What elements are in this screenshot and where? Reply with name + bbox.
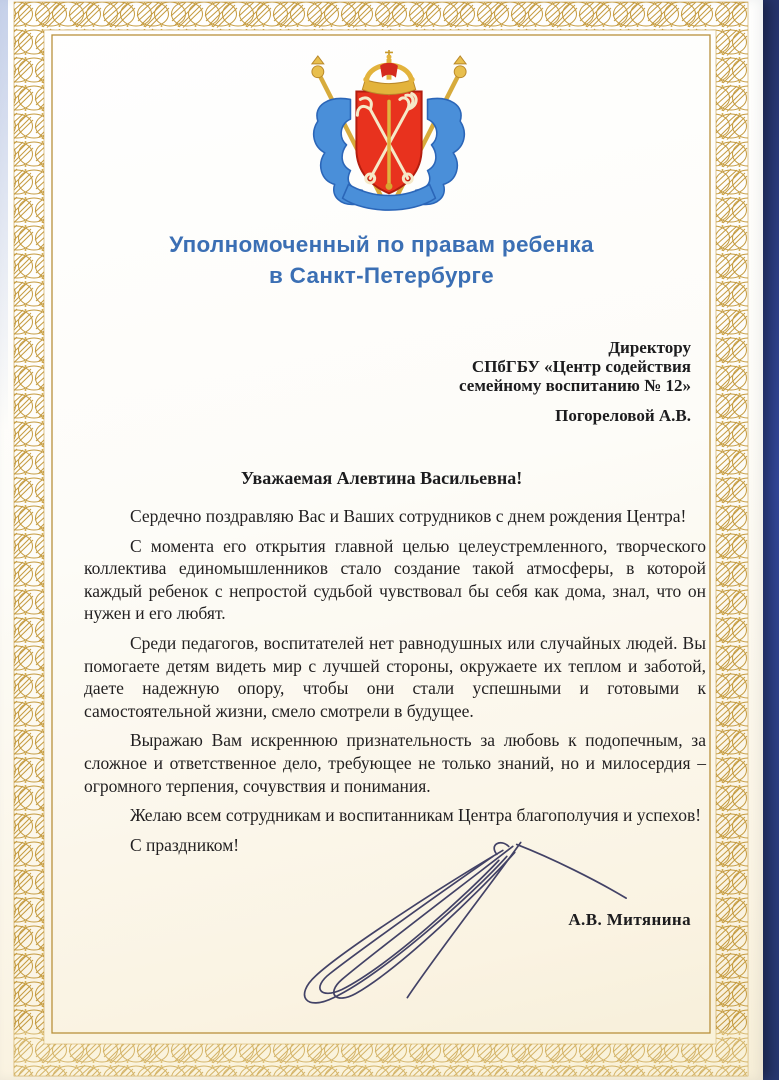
letterhead-line2: в Санкт-Петербурге: [269, 263, 494, 288]
letterhead-line1: Уполномоченный по правам ребенка: [169, 232, 594, 257]
letter-paragraph: С праздником!: [130, 834, 240, 855]
letter-paragraph: Выражаю Вам искреннюю признательность за любовь к подопечным, за сложное и ответственное дело, требующее не только знаний, но и милосердия – огромного терпения, сочувствия и понимания.: [84, 730, 706, 796]
recipient-line: семейному воспитанию № 12»: [459, 376, 691, 395]
signature-name: А.В. Митянина: [568, 910, 691, 929]
letterhead-title: [0, 229, 763, 291]
letter-paragraph: С момента его открытия главной целью целеустремленного, творческого коллектива единомышленников стало создание такой атмосферы, в которой каждый ребенок с непростой судьбой чувствовал бы себя как дома, знал, что он нужен и его любят.: [84, 535, 706, 624]
recipient-block: [459, 338, 691, 425]
letter-paragraph: Среди педагогов, воспитателей нет равнодушных или случайных людей. Вы помогаете детям видеть мир с лучшей стороны, окружаете их теплом и заботой, даете надежную опору, чтобы они стали успешными и готовыми к самостоятельной жизни, смело смотрели в будущее.: [84, 632, 706, 721]
recipient-line: Директору: [608, 338, 691, 357]
letter-paragraph: Желаю всем сотрудникам и воспитанникам Центра благополучия и успехов!: [130, 805, 702, 826]
letter-body: [84, 505, 706, 863]
letter-paragraph: Сердечно поздравляю Вас и Ваших сотрудников с днем рождения Центра!: [130, 506, 687, 526]
salutation: Уважаемая Алевтина Васильевна!: [240, 468, 523, 488]
spb-coat-of-arms: [283, 50, 495, 218]
recipient-line: СПбГБУ «Центр содействия: [471, 357, 691, 376]
recipient-name: Погореловой А.В.: [555, 406, 691, 425]
photo-edge-shadow: [0, 0, 8, 430]
